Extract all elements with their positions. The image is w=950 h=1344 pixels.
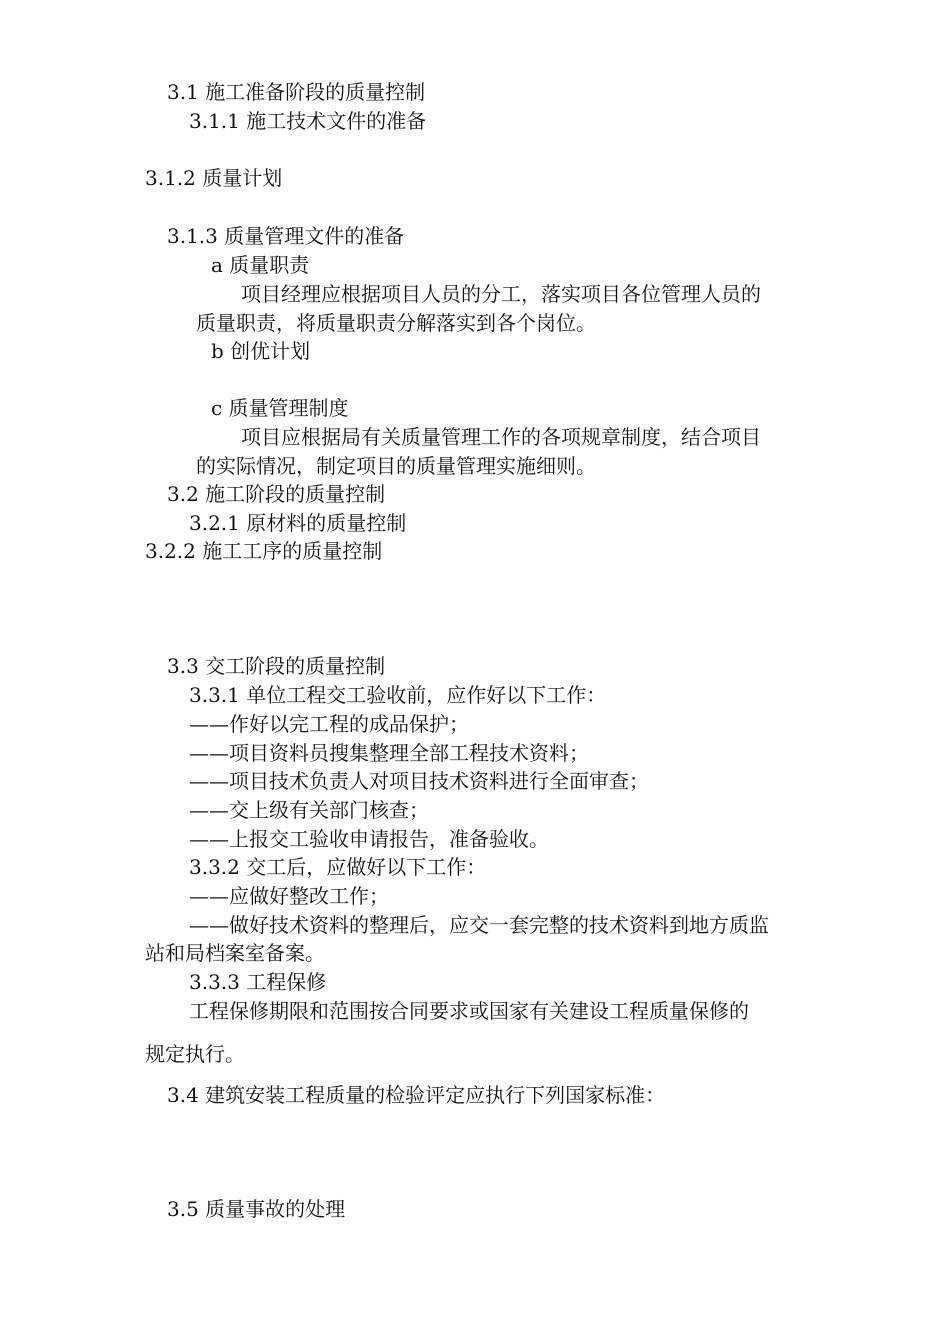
heading-3-1-3: 3.1.3 质量管理文件的准备: [167, 224, 405, 248]
heading-3-3-2: 3.3.2 交工后，应做好以下工作：: [189, 855, 487, 879]
heading-3-4: 3.4 建筑安装工程质量的检验评定应执行下列国家标准：: [167, 1083, 666, 1107]
list-item: ——作好以完工程的成品保护；: [189, 712, 469, 736]
paragraph-c-line-1: 项目应根据局有关质量管理工作的各项规章制度，结合项目: [241, 425, 761, 449]
heading-3-2: 3.2 施工阶段的质量控制: [167, 482, 386, 506]
paragraph-a-line-2: 质量职责，将质量职责分解落实到各个岗位。: [196, 311, 596, 335]
heading-3-1: 3.1 施工准备阶段的质量控制: [167, 80, 426, 104]
heading-3-3-1: 3.3.1 单位工程交工验收前，应作好以下工作：: [189, 683, 607, 707]
paragraph-warranty-line-1: 工程保修期限和范围按合同要求或国家有关建设工程质量保修的: [189, 999, 749, 1023]
list-item: ——上报交工验收申请报告，准备验收。: [189, 827, 549, 851]
subheading-b: b 创优计划: [211, 339, 311, 363]
list-item: ——应做好整改工作；: [189, 884, 389, 908]
heading-3-2-1: 3.2.1 原材料的质量控制: [189, 511, 407, 535]
heading-3-3-3: 3.3.3 工程保修: [189, 970, 327, 994]
heading-3-1-1: 3.1.1 施工技术文件的准备: [189, 109, 427, 133]
heading-3-1-2: 3.1.2 质量计划: [145, 166, 283, 190]
paragraph-warranty-line-2: 规定执行。: [145, 1042, 245, 1066]
list-item-continued: 站和局档案室备案。: [145, 941, 325, 965]
heading-3-2-2: 3.2.2 施工工序的质量控制: [145, 539, 383, 563]
list-item: ——交上级有关部门核查；: [189, 798, 429, 822]
paragraph-a-line-1: 项目经理应根据项目人员的分工，落实项目各位管理人员的: [241, 282, 761, 306]
heading-3-3: 3.3 交工阶段的质量控制: [167, 654, 386, 678]
list-item: ——项目资料员搜集整理全部工程技术资料；: [189, 741, 589, 765]
subheading-c: c 质量管理制度: [211, 396, 349, 420]
paragraph-c-line-2: 的实际情况，制定项目的质量管理实施细则。: [196, 454, 596, 478]
heading-3-5: 3.5 质量事故的处理: [167, 1197, 346, 1221]
list-item: ——项目技术负责人对项目技术资料进行全面审查；: [189, 769, 649, 793]
subheading-a: a 质量职责: [211, 253, 310, 277]
list-item: ——做好技术资料的整理后，应交一套完整的技术资料到地方质监: [189, 913, 769, 937]
